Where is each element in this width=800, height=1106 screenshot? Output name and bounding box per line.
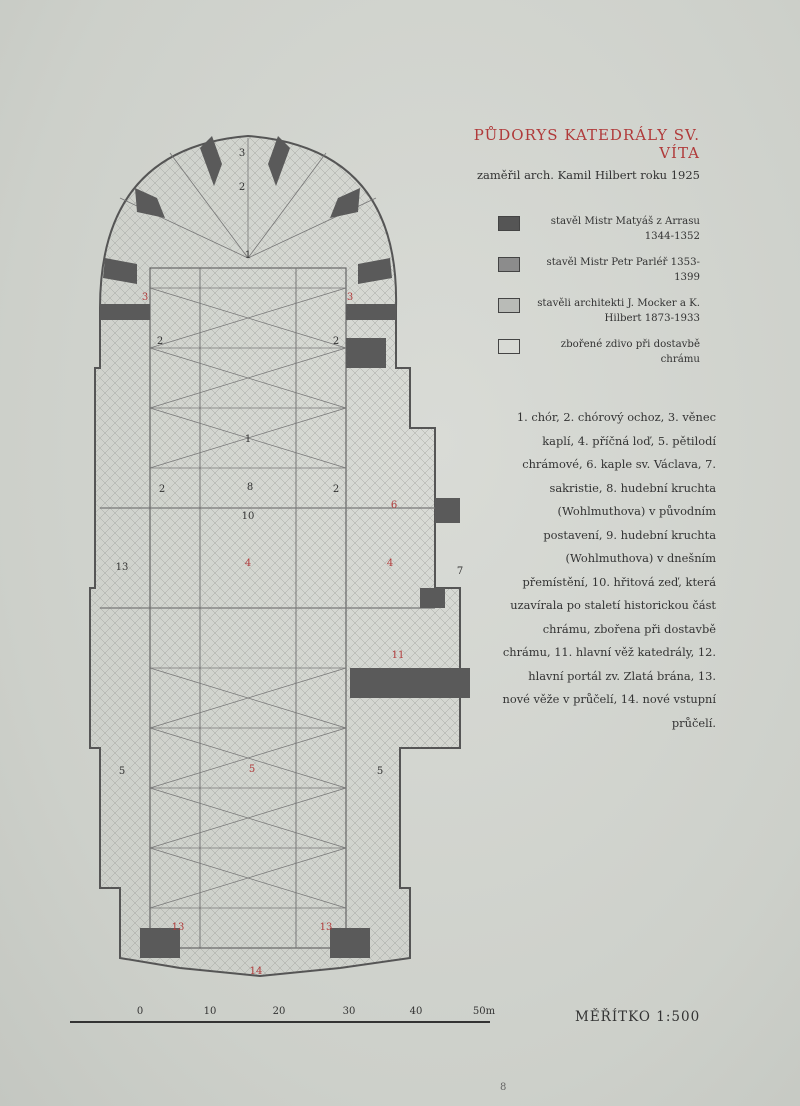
plan-label: 14 (249, 966, 263, 977)
plan-label: 4 (244, 558, 252, 569)
plan-label: 2 (238, 182, 246, 193)
plan-label: 13 (171, 922, 185, 933)
page-number: 8 (500, 1082, 507, 1093)
plan-label: 1 (244, 250, 252, 261)
plan-label: 5 (248, 764, 256, 775)
legend (496, 214, 702, 378)
scale-tick-label: 0 (136, 1006, 144, 1017)
legend-label: stavěl Mistr Petr Parléř 1353-1399 (546, 257, 700, 283)
plan-label: 2 (156, 336, 164, 347)
plan-label: 11 (391, 650, 405, 661)
scale-bar (70, 1000, 510, 1030)
scale-title: MĚŘÍTKO 1:500 (575, 1009, 701, 1025)
legend-swatch (498, 216, 520, 231)
legend-label: stavěli architekti J. Mocker a K. Hilbert 1873-1933 (537, 298, 700, 324)
plan-label: 5 (376, 766, 384, 777)
scale-tick-label: 30 (342, 1006, 356, 1017)
plan-label: 2 (158, 484, 166, 495)
plan-label: 10 (241, 511, 255, 522)
legend-item-mocker-hilbert (496, 296, 702, 336)
page-subtitle: zaměřil arch. Kamil Hilbert roku 1925 (476, 168, 700, 182)
legend-label: zbořené zdivo při dostavbě chrámu (560, 339, 700, 365)
plan-label: 2 (332, 336, 340, 347)
page-title: PŮDORYS KATEDRÁLY SV. VÍTA (473, 126, 700, 162)
plan-label: 7 (456, 566, 464, 577)
scale-tick-label: 20 (272, 1006, 286, 1017)
legend-swatch (498, 257, 520, 272)
plan-outline (90, 136, 460, 976)
plan-label: 8 (246, 482, 254, 493)
legend-item-arras (496, 214, 702, 254)
plan-label: 3 (141, 292, 149, 303)
plan-label: 13 (319, 922, 333, 933)
plan-label: 13 (115, 562, 129, 573)
plan-label: 6 (390, 500, 398, 511)
legend-item-demolished (496, 337, 702, 377)
scale-tick-label: 40 (409, 1006, 423, 1017)
plan-label: 1 (244, 434, 252, 445)
plan-label: 3 (346, 292, 354, 303)
legend-label: stavěl Mistr Matyáš z Arrasu 1344-1352 (550, 216, 700, 242)
cathedral-floor-plan (80, 128, 480, 988)
numbered-description: 1. chór, 2. chórový ochoz, 3. věnec kaplí, 4. příčná loď, 5. pětilodí chrámové, 6. kaple sv. Václava, 7. sakristie, 8. hudební kruchta (Wohlmuthova) v původním postavení, 9. hudební kruchta (Wohlmuthova) v dnešním přemístění, 10. hřitová zeď, která uzavírala po staletí historickou část chrámu, zbořena při dostavbě chrámu, 11. hlavní věž katedrály, 12. hlavní portál zv. Zlatá brána, 13. nové věže v průčelí, 14. nové vstupní průčelí. (502, 410, 716, 730)
legend-item-parler (496, 255, 702, 295)
legend-swatch (498, 339, 520, 354)
plan-label: 3 (238, 148, 246, 159)
legend-swatch (498, 298, 520, 313)
plan-label: 5 (118, 766, 126, 777)
scale-tick-label: 10 (203, 1006, 217, 1017)
plan-label: 2 (332, 484, 340, 495)
plan-label: 4 (386, 558, 394, 569)
scale-tick-label: 50m (472, 1006, 496, 1017)
